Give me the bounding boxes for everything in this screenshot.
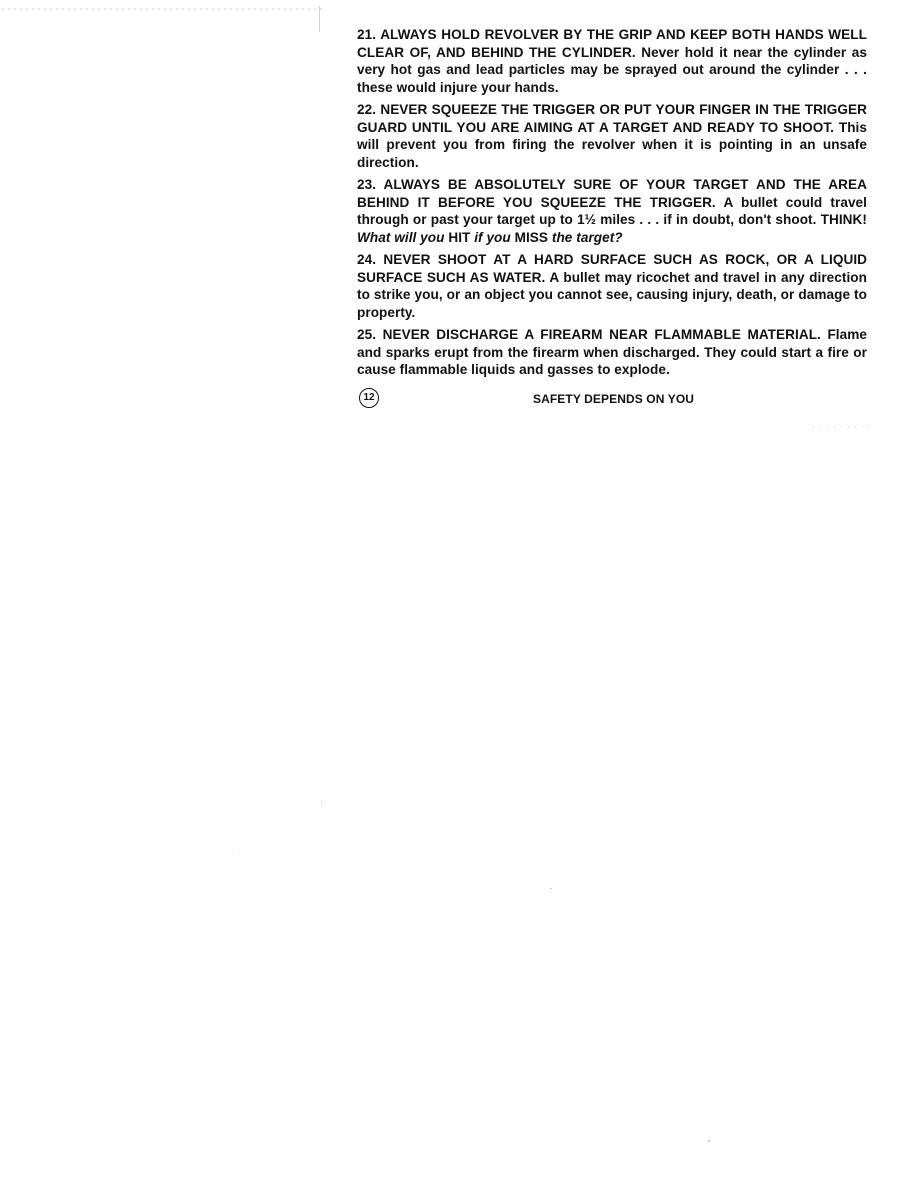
rule-question-part: if you	[474, 229, 511, 245]
scan-speck	[321, 800, 322, 806]
rule-question-emphasis: MISS	[514, 229, 549, 245]
rule-question-part: the target?	[551, 229, 623, 245]
rule-25	[357, 326, 867, 379]
rule-22	[357, 101, 867, 171]
rule-heading: ALWAYS BE ABSOLUTELY SURE OF YOUR TARGET AND THE AREA BEHIND IT BEFORE YOU SQUEEZE THE TRIGGER.	[357, 177, 867, 210]
scan-speck	[550, 888, 552, 889]
rule-body: This will prevent you from firing the revolver when it is pointing in an unsafe direction.	[357, 119, 867, 170]
footer-title: SAFETY DEPENDS ON YOU	[533, 392, 695, 406]
rule-heading: NEVER SHOOT AT A HARD SURFACE SUCH AS ROCK, OR A LIQUID SURFACE SUCH AS WATER.	[357, 252, 868, 285]
safety-rules	[357, 26, 867, 384]
rule-heading: ALWAYS HOLD REVOLVER BY THE GRIP AND KEEP BOTH HANDS WELL CLEAR OF, AND BEHIND THE CYLINDER.	[357, 27, 868, 60]
rule-question-emphasis: HIT	[448, 229, 471, 245]
rule-body: A bullet could travel through or past your target up to 1½ miles . . . if in doubt, don't shoot. THINK!	[357, 194, 867, 227]
rule-question-part: What will you	[357, 229, 445, 245]
scan-artifact-top	[0, 8, 322, 10]
scan-artifact-corner	[319, 6, 320, 32]
rule-24	[357, 251, 867, 321]
rule-body: A bullet may ricochet and travel in any direction to strike you, or an object you cannot see, causing injury, death, or damage to property.	[357, 269, 867, 320]
rule-heading: NEVER DISCHARGE A FIREARM NEAR FLAMMABLE MATERIAL.	[382, 327, 821, 342]
scan-speck	[708, 1140, 710, 1142]
rule-heading: NEVER SQUEEZE THE TRIGGER OR PUT YOUR FINGER IN THE TRIGGER GUARD UNTIL YOU ARE AIMING AT A TARGET AND READY TO SHOOT.	[357, 102, 867, 135]
page-number-badge: 12	[359, 388, 379, 408]
rule-number: 23.	[357, 177, 377, 192]
page-footer	[359, 388, 869, 412]
rule-21	[357, 26, 867, 96]
rule-23	[357, 176, 867, 246]
scan-speck	[232, 852, 233, 853]
rule-number: 22.	[357, 102, 377, 117]
rule-number: 25.	[357, 327, 377, 342]
scan-artifact-right	[810, 426, 870, 428]
rule-number: 21.	[357, 27, 377, 42]
rule-number: 24.	[357, 252, 377, 267]
rule-body: Never hold it near the cylinder as very hot gas and lead particles may be sprayed out around the cylinder . . . these would injure your hands.	[357, 44, 868, 95]
rule-body: Flame and sparks erupt from the firearm when discharged. They could start a fire or cause flammable liquids and gasses to explode.	[357, 327, 867, 377]
